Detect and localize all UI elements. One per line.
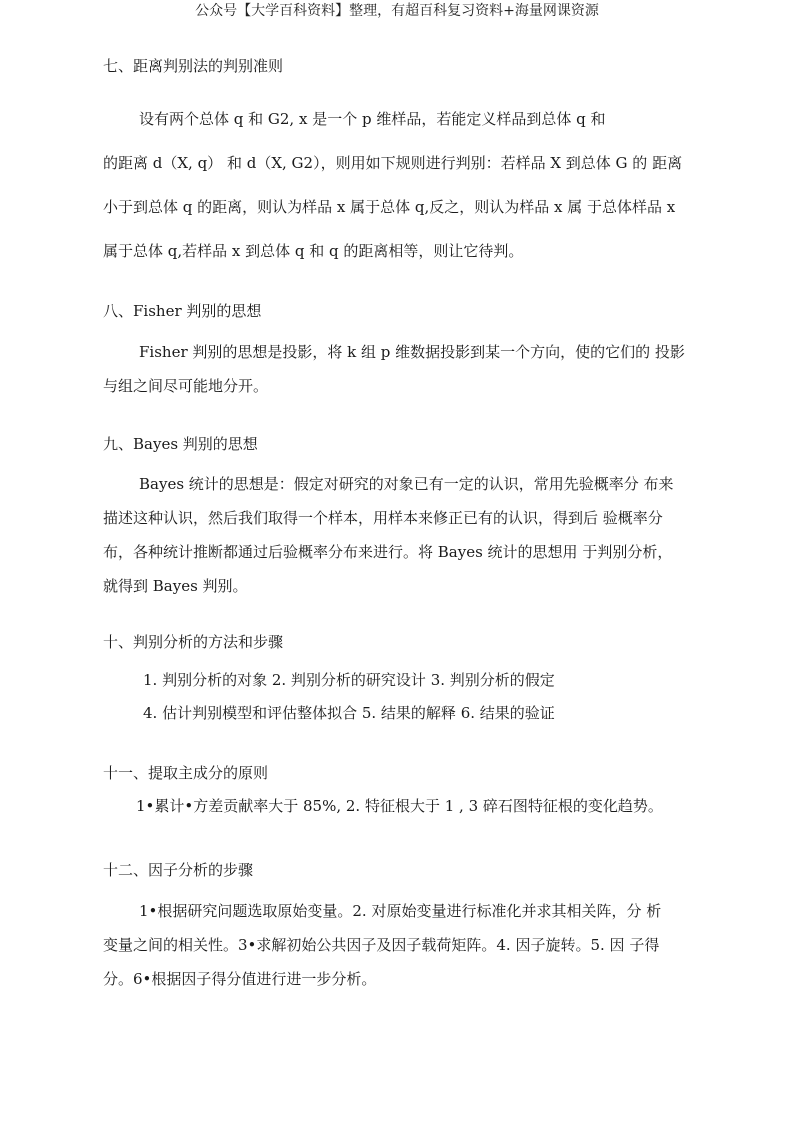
section-factor-analysis <box>103 860 693 996</box>
paragraph-line: 设有两个总体 q 和 G2, x 是一个 p 维样品，若能定义样品到总体 q 和 <box>139 110 606 128</box>
paragraph-line: 小于到总体 q 的距离，则认为样品 x 属于总体 q,反之，则认为样品 x 属 于总体样品 x <box>103 198 676 216</box>
section-title: 十一、提取主成分的原则 <box>103 764 269 782</box>
list-line: 4. 估计判别模型和评估整体拟合 5. 结果的解释 6. 结果的验证 <box>143 704 555 722</box>
section-title: 九、Bayes 判别的思想 <box>103 435 258 453</box>
page-header: 公众号【大学百科资料】整理，有超百科复习资料+海量网课资源 <box>195 3 599 19</box>
section-bayes-discrimination <box>103 434 693 603</box>
paragraph-line: 描述这种认识，然后我们取得一个样本，用样本来修正已有的认识，得到后 验概率分 <box>103 509 663 527</box>
paragraph-line: 变量之间的相关性。3•求解初始公共因子及因子载荷矩阵。4. 因子旋转。5. 因 子得 <box>103 936 660 954</box>
section-distance-discrimination <box>103 56 693 273</box>
paragraph-line: 属于总体 q,若样品 x 到总体 q 和 q 的距离相等，则让它待判。 <box>103 242 524 260</box>
list-line: 1•累计•方差贡献率大于 85%, 2. 特征根大于 1 , 3 碎石图特征根的变化趋势。 <box>136 797 663 815</box>
paragraph-line: Bayes 统计的思想是：假定对研究的对象已有一定的认识，常用先验概率分 布来 <box>139 475 674 493</box>
paragraph-line: 分。6•根据因子得分值进行进一步分析。 <box>103 970 377 988</box>
section-principal-components <box>103 763 693 817</box>
paragraph-line: Fisher 判别的思想是投影，将 k 组 p 维数据投影到某一个方向，使的它们的 投影 <box>139 343 685 361</box>
section-title: 八、Fisher 判别的思想 <box>103 302 262 320</box>
section-title: 十二、因子分析的步骤 <box>103 861 254 879</box>
paragraph-line: 与组之间尽可能地分开。 <box>103 377 269 395</box>
section-fisher-discrimination <box>103 301 693 403</box>
paragraph-line: 布，各种统计推断都通过后验概率分布来进行。将 Bayes 统计的思想用 于判别分析， <box>103 543 673 561</box>
paragraph-line: 1•根据研究问题选取原始变量。2. 对原始变量进行标准化并求其相关阵，分 析 <box>139 902 662 920</box>
paragraph-line: 就得到 Bayes 判别。 <box>103 577 248 595</box>
section-title: 七、距离判别法的判别准则 <box>103 57 284 75</box>
section-title: 十、判别分析的方法和步骤 <box>103 633 284 651</box>
section-discriminant-steps <box>103 632 693 730</box>
list-line: 1. 判别分析的对象 2. 判别分析的研究设计 3. 判别分析的假定 <box>143 671 555 689</box>
paragraph-line: 的距离 d（X, q） 和 d（X, G2），则用如下规则进行判别：若样品 X 到总体 G 的 距离 <box>103 154 683 172</box>
